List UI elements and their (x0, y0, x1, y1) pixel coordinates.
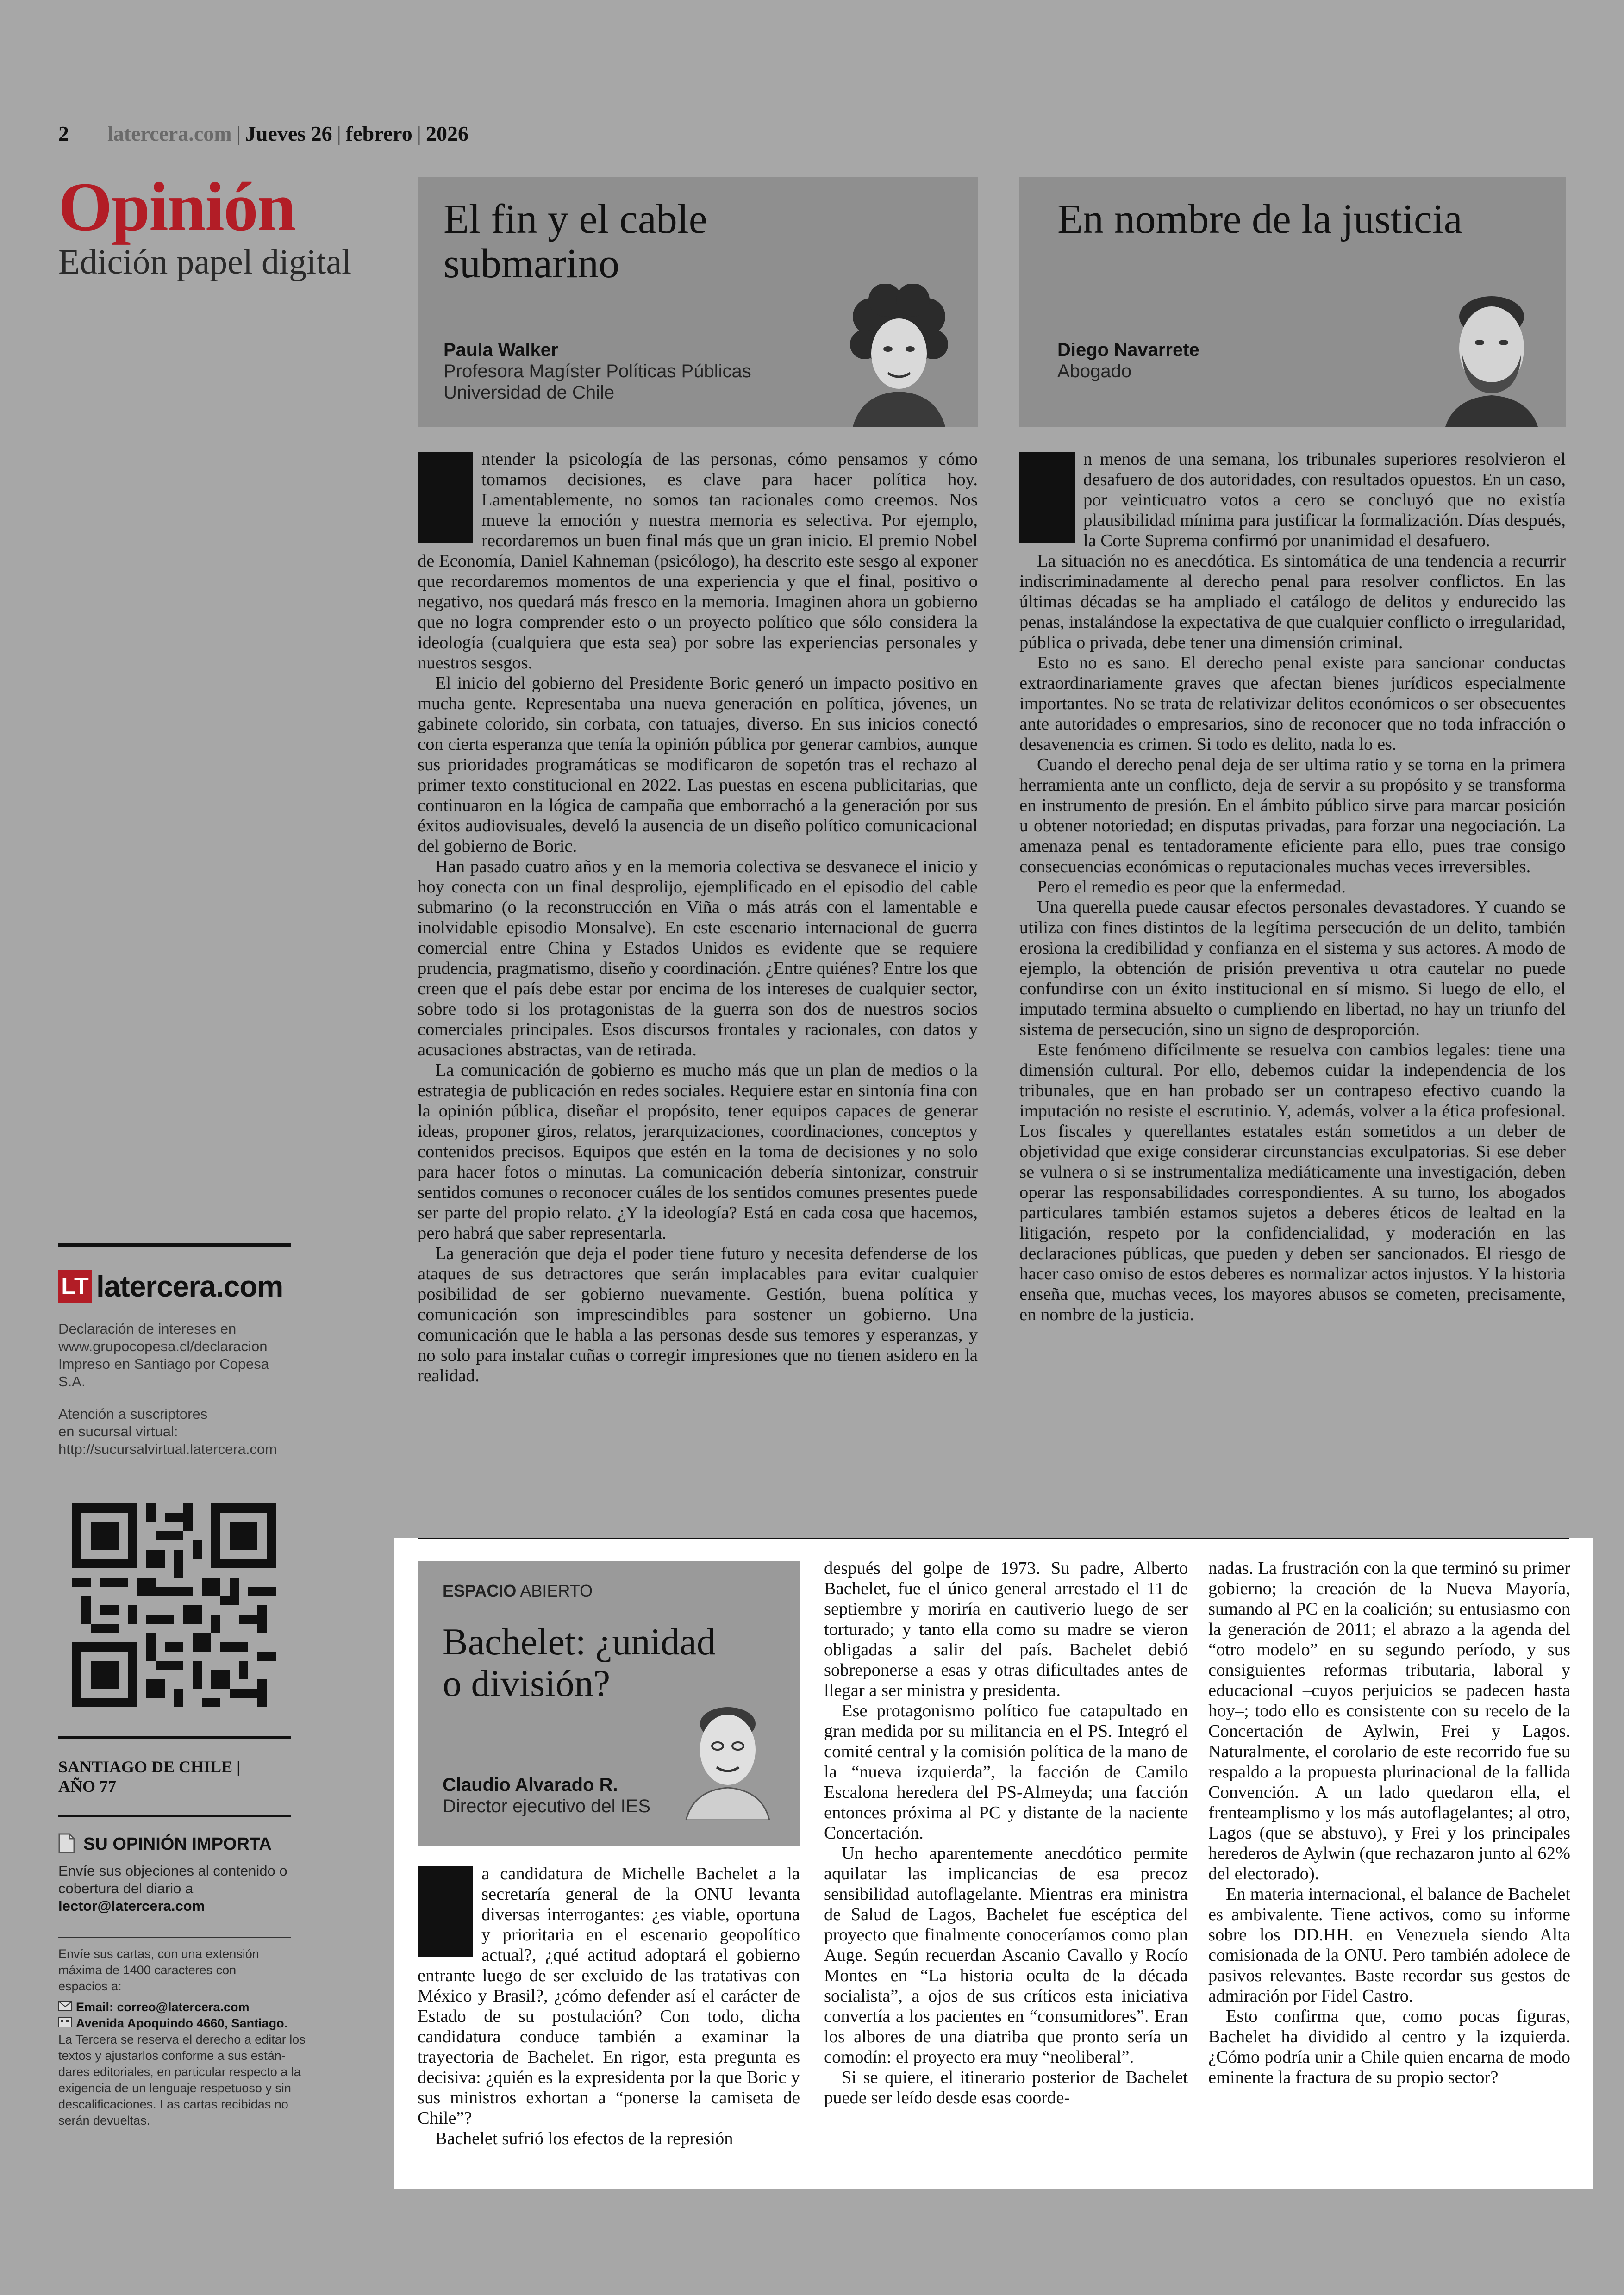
city-label: SANTIAGO DE CHILE | (58, 1758, 241, 1776)
declaration-block: Declaración de intereses en www.grupocopesa.cl/declaracion Impreso en Santiago por Copesa S.A. (58, 1320, 299, 1391)
espacio-paragraph: Bachelet sufrió los efectos de la represión (435, 2129, 733, 2148)
espacio-paragraph: Ese protagonismo político fue catapultado en gran medida por su militancia en el PS. Integró el comité central y la comisión política de la mano de la “nueva izquierda”, la facción de Camilo Escalona heredera del PS-Almeyda; una facción entonces próxima al PC y distante de la naciente Concertación. (824, 1701, 1188, 1843)
espacio-col-3 (1208, 1558, 1570, 2088)
mail-icon (58, 1999, 72, 2015)
article-1-header (418, 177, 978, 427)
page-number: 2 (58, 122, 69, 145)
espacio-paragraph: después del golpe de 1973. Su padre, Alberto Bachelet, fue el único general arrestado el 11 de septiembre y moriría en cautiverio luego de ser torturado; y tanto ella como su madre se vieron obligadas a salir del país. Bachelet debió sobreponerse a esas y otras dificultades antes de llegar a ser ministra y presidenta. (824, 1559, 1188, 1700)
espacio-col-1 (418, 1864, 800, 2149)
espacio-abierto-panel (394, 1538, 1593, 2189)
section-brand (58, 168, 352, 281)
panel-top-rule (418, 1538, 1569, 1539)
opinion-email-link[interactable]: lector@latercera.com (58, 1898, 205, 1914)
article-1-paragraph: La comunicación de gobierno es mucho más que un plan de medios o la estrategia de publicación en redes sociales. Requiere estar en sintonía fina con la opinión pública, diseñar el propósito, tener equipos capaces de generar ideas, proponer giros, relatos, jerarquizaciones, coordinaciones, conceptos y contenidos precisos. Equipos que estén en la toma de decisiones y no solo para hacer fotos o minutas. La comunicación debería sintonizar, construir sentidos comunes o reconocer cuáles de los sentidos comunes presentes puede ser parte del propio relato. ¿Y la ideología? Está en cada cosa que hacemos, pero habrá que saber representarla. (418, 1060, 978, 1243)
subscriber-block: Atención a suscriptores en sucursal virtual: http://sucursalvirtual.latercera.com (58, 1405, 318, 1458)
article-2-paragraph: Este fenómeno difícilmente se resuelva con cambios legales: tiene una dimensión cultural. Por ello, debemos cuidar la independencia de los tribunales, que en han probado ser un contrapeso efectivo cuando la imputación no resiste el escrutinio. Y, además, volver a la ética profesional. Los fiscales y querellantes estatales están sometidos a un deber de objetividad que exige considerar circunstancias exculpatorias. Si ese deber se vulnera o si se instrumentaliza mediáticamente una investigación, deben operar las responsabilidades correspondientes. A su turno, los abogados particulares también estamos sujetos a deberes éticos de lealtad en la litigación, respeto por la confidencialidad, y moderación en las declaraciones públicas, que pueden y deben ser sancionados. El riesgo de hacer caso omiso de estos deberes es normalizar actos injustos. Y la historia enseña que, muchas veces, los mayores abusos se cometen, precisamente, en nombre de la justicia. (1019, 1040, 1566, 1324)
header-month: febrero (345, 122, 412, 145)
article-2-paragraph: Una querella puede causar efectos personales devastadores. Y cuando se utiliza con fines distintos de la legítima persecución de un delito, también erosiona la credibilidad y confianza en el sistema y sus actores. A modo de ejemplo, la obtención de prisión preventiva u otra cautelar no puede confundirse con un éxito institucional en sí mismo. Si luego de ello, el imputado termina absuelto o cumpliendo en libertad, no hay un triunfo del sistema de persecución, sino un signo de desproporción. (1019, 898, 1566, 1039)
article-2-paragraph: Esto no es sano. El derecho penal existe para sancionar conductas extraordinariamente graves que afectan bienes jurídicos especialmente importantes. No se trata de relativizar delitos económicos o ser obsecuentes ante autoridades o empresarios, sino de reconocer que no toda infracción o desavenencia es crimen. Si todo es delito, nada lo es. (1019, 653, 1566, 754)
sidebar-rule (58, 1243, 291, 1247)
article-2-paragraph: Cuando el derecho penal deja de ser ultima ratio y se torna en la primera herramienta ante un conflicto, deja de servir a su propósito y se transforma en instrumento de presión. En el ámbito público sirve para marcar posición u obtener notoriedad; en disputas privadas, para forzar una negociación. La amenaza penal es tentadoramente eficiente para ello, pues trae consigo consecuencias económicas o reputacionales muchas veces irreversibles. (1019, 755, 1566, 876)
page-header: 2 latercera.com | Jueves 26 | febrero | 2026 (58, 122, 468, 145)
sidebar-rule-4 (58, 1937, 291, 1938)
qr-code-icon[interactable] (72, 1503, 276, 1709)
article-2-drop-cap (1019, 452, 1075, 543)
opinion-title: SU OPINIÓN IMPORTA (83, 1834, 272, 1854)
espacio-col-2 (824, 1558, 1188, 2108)
year-label: AÑO 77 (58, 1777, 116, 1796)
city-year (58, 1757, 299, 1796)
article-2-paragraph: Pero el remedio es peor que la enfermedad. (1037, 877, 1346, 897)
espacio-paragraph: a candidatura de Michelle Bachelet a la secretaría general de la ONU levanta diversas interrogantes: ¿es viable, oportuna y prioritaria en el escenario geopolítico actual?, ¿qué actitud adoptará el gobierno entrante luego de ser excluido de las tratativas con México y Brasil?, ¿cómo defender así el carácter de Estado de su postulación? Con todo, dicha candidatura conduce también a examinar la trayectoria de Bachelet. En rigor, esta pregunta es decisiva: ¿quién es la expresidenta por la que Boric y sus ministros exhortan a “ponerse la camiseta de Chile”? (418, 1864, 800, 2128)
article-1-drop-cap (418, 452, 473, 543)
author-portrait-navarrete (1436, 284, 1547, 427)
sidebar-rule-2 (58, 1736, 291, 1739)
article-1-author: Paula Walker (443, 340, 558, 360)
article-2-paragraph: La situación no es anecdótica. Es sintomática de una tendencia a recurrir indiscriminadamente al derecho penal para resolver conflictos. En las últimas décadas se ha ampliado el catálogo de delitos y endurecido las penas, instalándose la expectativa de que cualquier conflicto o irregularidad, pública o privada, debe tener una dimensión criminal. (1019, 551, 1566, 652)
author-portrait-alvarado (677, 1695, 779, 1820)
article-2-author: Diego Navarrete (1057, 340, 1199, 360)
espacio-paragraph: Un hecho aparentemente anecdótico permite aquilatar las implicancias de esa precoz sensibilidad autoflagelante. Mientras era ministra de Salud de Lagos, Bachelet fue escéptica del proyecto que finalmente conoceríamos como plan Auge. Según recuerdan Ascanio Cavallo y Rocío Montes en “La historia oculta de la década socialista”, a ojos de sus críticos esta iniciativa convertía a los pacientes en “consumidores”. Eran los albores de una diatriba que pronto sería un comodín: el proyecto era muy “neoliberal”. (824, 1844, 1188, 2067)
subscriber-link[interactable]: http://sucursalvirtual.latercera.com (58, 1441, 277, 1457)
section-title: Opinión (58, 168, 295, 245)
logo-text: latercera.com (96, 1270, 283, 1303)
espacio-author: Claudio Alvarado R. (443, 1775, 618, 1795)
document-icon (58, 1833, 75, 1856)
letters-email[interactable]: Email: correo@latercera.com (76, 2000, 250, 2014)
latercera-logo[interactable] (58, 1269, 283, 1303)
espacio-drop-cap (418, 1866, 473, 1957)
declaration-link[interactable]: www.grupocopesa.cl/declaracion (58, 1338, 268, 1354)
article-2-body (1019, 449, 1566, 1325)
espacio-paragraph: nadas. La frustración con la que terminó su primer gobierno; la creación de la Nueva Mayoría, sumando al PC en la coalición; su entusiasmo con la generación de 2011; el abrazo a la agenda del “otro modelo” en su segundo período, y sus consiguientes reformas tributaria, laboral y educacional –cuyos perjuicios se padecen hasta hoy–; todo ello es consistente con su recelo de la Concertación de Aylwin, Frei y Lagos. Naturalmente, el corolario de este recorrido fue su respaldo a la propuesta plurinacional de la fallida Convención. A un lado quedaron ella, el frenteamplismo y los más autoflagelantes; al otro, Lagos (que se abstuvo), y Frei y los principales herederos de Aylwin (que rechazaron junto al 62% del electorado). (1208, 1559, 1570, 1883)
article-1-paragraph: La generación que deja el poder tiene futuro y necesita defenderse de los ataques de sus detractores que serán implacables para evitar cualquier posibilidad de ser gobierno nuevamente. Gestión, buena política y comunicación son imprescindibles para sostener un gobierno. Una comunicación que le habla a las personas desde sus temores y esperanzas, y no solo para instalar cuñas o corregir impresiones que no tienen asidero en la realidad. (418, 1244, 978, 1385)
building-icon (58, 2015, 72, 2032)
article-1-body (418, 449, 978, 1386)
letters-block: Envíe sus cartas, con una extensión máxima de 1400 caracteres con espacios a: Email: correo@latercera.com Avenida Apoquindo 4660, Santiago. La Tercera se reserva el derecho a editar los textos y ajustarlos conforme a sus están- dares editoriales, en particular respecto a la exigencia de un lenguaje respetuoso y sin descalificaciones. Las cartas recibidas no serán devueltas. (58, 1947, 306, 2127)
article-2-header (1019, 177, 1566, 427)
opinion-block: SU OPINIÓN IMPORTA Envíe sus objeciones al contenido o cobertura del diario a lector@latercera.com (58, 1833, 299, 1915)
article-1-role-line1: Profesora Magíster Políticas Públicas (443, 361, 751, 381)
espacio-role: Director ejecutivo del IES (443, 1796, 651, 1816)
espacio-header-box (418, 1561, 800, 1846)
article-1-title: El fin y el cable submarino (443, 196, 707, 287)
site-name[interactable]: latercera.com (107, 122, 232, 145)
sidebar-rule-3 (58, 1815, 291, 1817)
espacio-paragraph: En materia internacional, el balance de Bachelet es ambivalente. Tiene activos, como su informe sobre los DD.HH. en Venezuela siendo Alta comisionada de la ONU. Pero también adolece de pasivos relevantes. Baste recordar sus gestos de admiración por Fidel Castro. (1208, 1884, 1570, 2006)
article-1-paragraph: ntender la psicología de las personas, cómo pensamos y cómo tomamos decisiones, es clave para hacer política hoy. Lamentablemente, no somos tan racionales como creemos. Nos mueve la emoción y nuestra memoria es selectiva. Por ejemplo, recordaremos un buen final más que un gran inicio. El premio Nobel de Economía, Daniel Kahneman (psicólogo), ha descrito este sesgo al exponer que recordaremos momentos de una experiencia y que el final, positivo o negativo, nos quedará más fresco en la memoria. Imaginen ahora un gobierno que no logra comprender esto o un proyecto político que sólo considera la ideología (cualquiera que esta sea) por sobre las experiencias personales y nuestros sesgos. (418, 449, 978, 673)
lt-mark-icon: LT (58, 1270, 92, 1303)
author-portrait-walker (843, 284, 955, 427)
espacio-title: Bachelet: ¿unidad o división? (443, 1621, 716, 1704)
header-day: Jueves 26 (245, 122, 332, 145)
article-1-paragraph: El inicio del gobierno del Presidente Boric generó un impacto positivo en mucha gente. Representaba una nueva generación en política, jóvenes, un gabinete colorido, sin corbata, con tatuajes, diverso. En sus inicios conectó con cierta esperanza que tenía la opinión pública por generar cambios, aunque sus prioridades programáticas se modificaron de sopetón tras el rechazo al primer texto constitucional en 2022. Las puestas en escena publicitarias, que continuaron en la lógica de campaña que emborrachó a la generación por sus éxitos audiovisuales, develó la ausencia de un diseño político comunicacional del gobierno de Boric. (418, 674, 978, 856)
letters-address: Avenida Apoquindo 4660, Santiago. (76, 2016, 288, 2030)
espacio-label: ESPACIO ABIERTO (443, 1581, 593, 1600)
article-2-paragraph: n menos de una semana, los tribunales superiores resolvieron el desafuero de dos autoridades, con resultados opuestos. En un caso, por veinticuatro votos a cero se concluyó que no existía plausibilidad mínima para justificar la formalización. Días después, la Corte Suprema confirmó por unanimidad el desafuero. (1083, 449, 1566, 550)
header-year: 2026 (426, 122, 468, 145)
article-2-title: En nombre de la justicia (1057, 196, 1462, 242)
edition-label: Edición papel digital (58, 243, 352, 281)
article-1-paragraph: Han pasado cuatro años y en la memoria colectiva se desvanece el inicio y hoy conecta con un final desprolijo, ejemplificado en el episodio del cable submarino (o la reconstrucción en Viña o más atrás con el lamentable e inolvidable episodio Monsalve). En este escenario internacional de guerra comercial entre China y Estados Unidos es evidente que se requiere prudencia, pragmatismo, diseño y coordinación. ¿Entre quiénes? Entre los que creen que el país debe estar por encima de los intereses de cualquier sector, sobre todo si los protagonistas de la guerra son dos de nuestros socios comerciales principales. Esos discursos frontales y racionales, con datos y acusaciones abstractas, van de retirada. (418, 857, 978, 1060)
article-2-role: Abogado (1057, 361, 1132, 381)
espacio-paragraph: Si se quiere, el itinerario posterior de Bachelet puede ser leído desde esas coorde- (824, 2068, 1188, 2108)
espacio-paragraph: Esto confirma que, como pocas figuras, Bachelet ha dividido al centro y la izquierda. ¿Cómo podría unir a Chile quien encarna de modo eminente la fractura de su propio sector? (1208, 2007, 1570, 2087)
article-1-role-line2: Universidad de Chile (443, 382, 615, 403)
